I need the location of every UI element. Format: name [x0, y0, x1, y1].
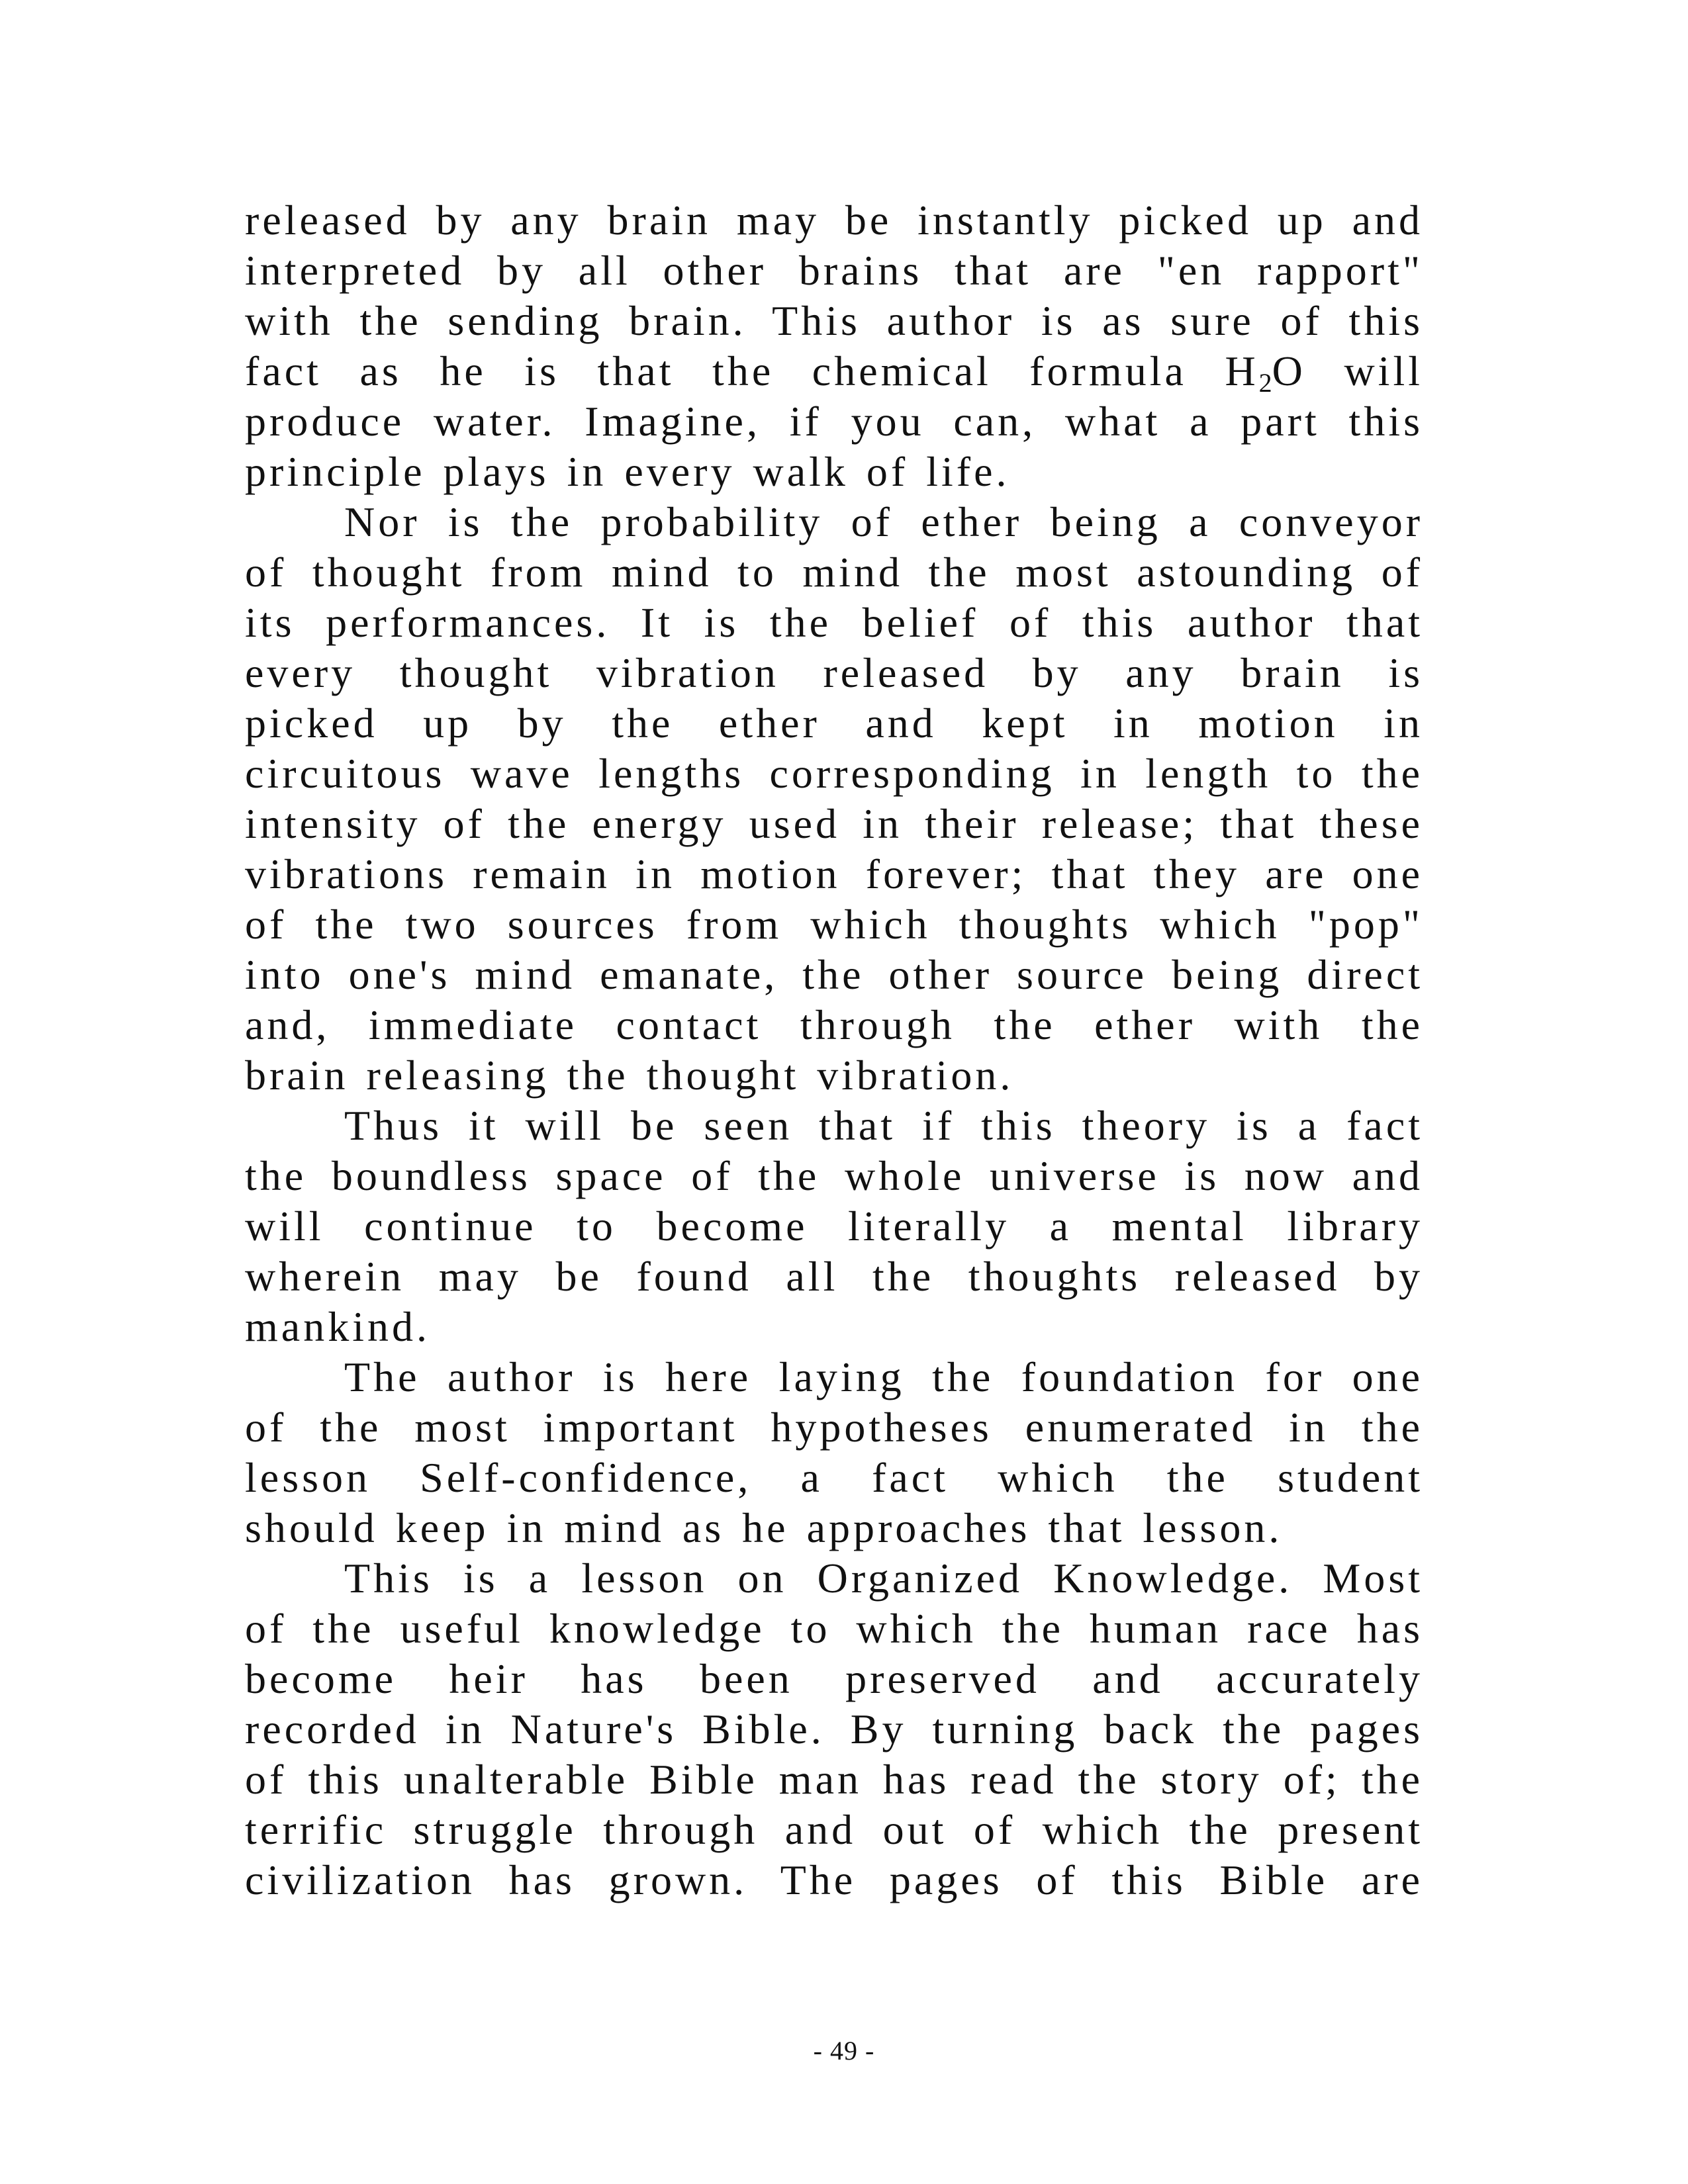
paragraph — [245, 497, 1423, 1101]
text-line: Nor is the probability of ether being a conveyor — [344, 498, 1423, 545]
text-line: will continue to become literally a mental library — [245, 1203, 1423, 1250]
page-number: - 49 - — [813, 2036, 875, 2066]
text-line: intensity of the energy used in their release; that these — [245, 800, 1423, 847]
text-line: wherein may be found all the thoughts released by — [245, 1253, 1423, 1300]
text-line: with the sending brain. This author is as sure of this — [245, 297, 1423, 344]
text-line: its performances. It is the belief of this author that — [245, 599, 1423, 646]
text-line: of the two sources from which thoughts which "pop" — [245, 901, 1423, 948]
text-line: vibrations remain in motion forever; that they are one — [245, 850, 1423, 897]
text-line: brain releasing the thought vibration. — [245, 1052, 1014, 1099]
page-body-text — [245, 195, 1423, 1905]
text-line: of thought from mind to mind the most astounding of — [245, 549, 1423, 596]
paragraph — [245, 1352, 1423, 1553]
text-line: of this unalterable Bible man has read the story of; the — [245, 1756, 1423, 1803]
text-line: recorded in Nature's Bible. By turning back the pages — [245, 1706, 1423, 1752]
text-line: become heir has been preserved and accurately — [245, 1655, 1423, 1702]
text-line: every thought vibration released by any brain is — [245, 649, 1423, 696]
text-line: of the most important hypotheses enumerated in the — [245, 1404, 1423, 1451]
text-line: into one's mind emanate, the other source being direct — [245, 951, 1423, 998]
text-line: terrific struggle through and out of which the present — [245, 1806, 1423, 1853]
text-line: interpreted by all other brains that are "en rapport" — [245, 247, 1423, 294]
text-line: Thus it will be seen that if this theory is a fact — [344, 1102, 1423, 1149]
text-line: released by any brain may be instantly picked up and — [245, 197, 1423, 244]
paragraph — [245, 1553, 1423, 1905]
text-line: The author is here laying the foundation for one — [344, 1353, 1423, 1400]
text-line: principle plays in every walk of life. — [245, 448, 1010, 495]
text-line: should keep in mind as he approaches that lesson. — [245, 1504, 1283, 1551]
text-line: produce water. Imagine, if you can, what a part this — [245, 398, 1423, 445]
text-line: picked up by the ether and kept in motion in — [245, 700, 1423, 747]
text-line: the boundless space of the whole universe is now and — [245, 1152, 1423, 1199]
text-line: This is a lesson on Organized Knowledge. Most — [344, 1555, 1423, 1602]
text-line: circuitous wave lengths corresponding in length to the — [245, 750, 1423, 797]
text-line: and, immediate contact through the ether with the — [245, 1001, 1423, 1048]
paragraph — [245, 1101, 1423, 1352]
text-line: mankind. — [245, 1303, 430, 1350]
text-line: civilization has grown. The pages of this Bible are — [245, 1856, 1423, 1903]
paragraph — [245, 195, 1423, 497]
text-line: of the useful knowledge to which the human race has — [245, 1605, 1423, 1652]
text-line: lesson Self-confidence, a fact which the student — [245, 1454, 1423, 1501]
text-line: fact as he is that the chemical formula $H_2O$ will — [245, 347, 1424, 398]
